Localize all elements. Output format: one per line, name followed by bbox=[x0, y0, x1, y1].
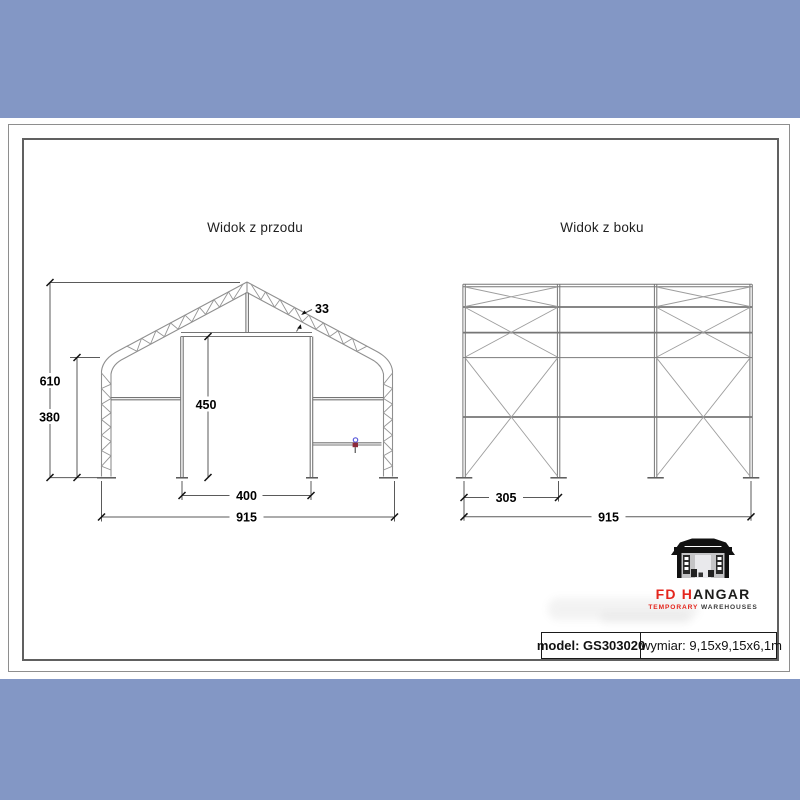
front-view-title: Widok z przodu bbox=[207, 220, 303, 235]
column-web-left bbox=[102, 373, 112, 470]
title-block-dimension: wymiar: 9,15x9,15x6,1m bbox=[641, 638, 782, 653]
truss-web-right bbox=[251, 284, 367, 351]
logo-brand-text bbox=[647, 586, 759, 602]
logo-tagline: TEMPORARY WAREHOUSES bbox=[648, 604, 758, 611]
front-dim-total-width: 915 bbox=[236, 510, 257, 525]
logo-fd: FD bbox=[655, 586, 677, 602]
title-block bbox=[536, 632, 782, 659]
winch-icon bbox=[353, 438, 358, 453]
front-dim-total-height: 610 bbox=[39, 374, 61, 389]
front-dim-eave-height: 380 bbox=[39, 410, 60, 425]
logo-h: H bbox=[681, 586, 694, 602]
truss-web-left bbox=[127, 284, 243, 351]
logo-angar: ANGAR bbox=[693, 586, 751, 602]
company-logo bbox=[647, 538, 759, 611]
front-dim-truss-depth: 33 bbox=[315, 302, 329, 316]
hangar-warehouse-icon bbox=[671, 538, 735, 579]
side-dim-total-length: 915 bbox=[598, 510, 619, 525]
side-view-drawing bbox=[456, 284, 759, 478]
side-view-dimensions bbox=[461, 481, 755, 525]
column-web-right bbox=[384, 373, 393, 470]
front-view-dimensions bbox=[36, 279, 398, 525]
side-dim-bay-width: 305 bbox=[495, 491, 517, 505]
front-view-drawing bbox=[97, 282, 398, 478]
front-dim-door-width: 400 bbox=[236, 489, 257, 503]
title-block-model: model: GS303020 bbox=[542, 633, 641, 658]
front-dim-door-height: 450 bbox=[195, 397, 217, 412]
side-view-title: Widok z boku bbox=[560, 220, 644, 235]
